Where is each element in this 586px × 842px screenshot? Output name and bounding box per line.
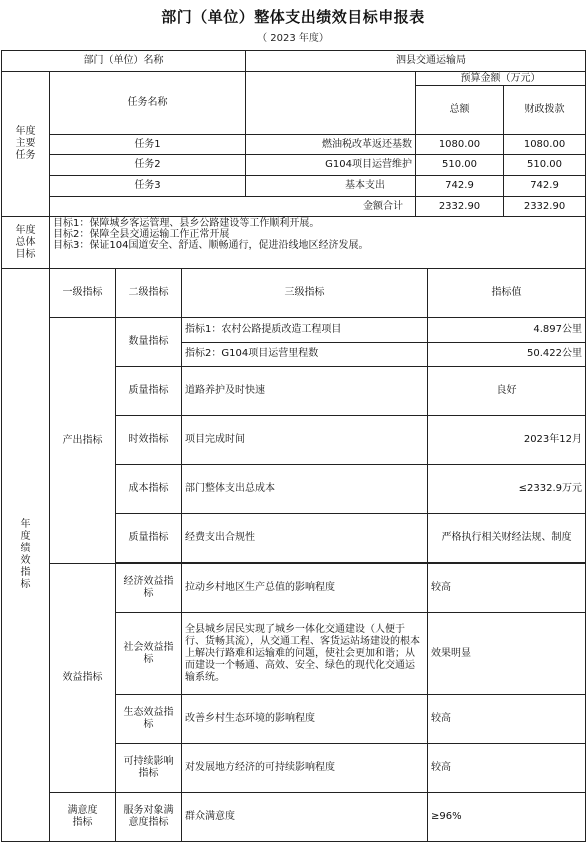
year-subtitle: （ 2023 年度） bbox=[257, 33, 329, 44]
level3-header: 三级指标 bbox=[182, 269, 428, 318]
annual-tasks-label: 年度 主要 任务 bbox=[2, 72, 50, 217]
eco-label: 生态效益指标 bbox=[116, 695, 182, 744]
social-text: 全县城乡居民实现了城乡一体化交通建设（人便于行、货畅其流），从交通工程、客货运站场建设的根本上解决行路难和运输难的问题，使社会更加和谐；从而建设一个畅通、高效、安全、绿色的现代化交通运输系统。 bbox=[182, 613, 428, 695]
quantity-label: 数量指标 bbox=[116, 318, 182, 367]
table-row bbox=[2, 793, 586, 842]
goal-item: 目标1：保障城乡客运管理、县乡公路建设等工作顺利开展。 bbox=[53, 218, 320, 229]
task-fiscal: 510.00 bbox=[504, 155, 586, 176]
task-total: 510.00 bbox=[416, 155, 504, 176]
service-label: 服务对象满意度指标 bbox=[116, 793, 182, 842]
q1-text: 指标1：农村公路提质改造工程项目 bbox=[182, 318, 428, 343]
table-row bbox=[2, 155, 586, 176]
task-fiscal: 742.9 bbox=[504, 176, 586, 197]
task-name: 任务2 bbox=[50, 155, 246, 176]
quality-value: 良好 bbox=[428, 367, 586, 416]
level1-header: 一级指标 bbox=[50, 269, 116, 318]
cost-label: 成本指标 bbox=[116, 465, 182, 514]
goal-item: 目标2：保障全县交通运输工作正常开展 bbox=[53, 229, 230, 240]
task-content: G104项目运营维护 bbox=[246, 155, 416, 176]
task-name-header: 任务名称 bbox=[50, 72, 246, 135]
service-text: 群众满意度 bbox=[182, 793, 428, 842]
sum-fiscal: 2332.90 bbox=[504, 197, 586, 217]
sustain-label: 可持续影响指标 bbox=[116, 744, 182, 793]
dept-name: 泗县交通运输局 bbox=[246, 51, 586, 72]
sustain-value: 较高 bbox=[428, 744, 586, 793]
service-value: ≥96% bbox=[428, 793, 586, 842]
budget-fiscal-header: 财政拨款 bbox=[504, 86, 586, 135]
sum-total: 2332.90 bbox=[416, 197, 504, 217]
task-name: 任务3 bbox=[50, 176, 246, 197]
satisfaction-label: 满意度 指标 bbox=[50, 793, 116, 842]
social-value: 效果明显 bbox=[428, 613, 586, 695]
goals-label: 年度 总体 目标 bbox=[2, 217, 50, 269]
level2-header: 二级指标 bbox=[116, 269, 182, 318]
time-value: 2023年12月 bbox=[428, 416, 586, 465]
time-text: 项目完成时间 bbox=[182, 416, 428, 465]
cost-text: 部门整体支出总成本 bbox=[182, 465, 428, 514]
table-row bbox=[2, 135, 586, 155]
econ-text: 拉动乡村地区生产总值的影响程度 bbox=[182, 564, 428, 613]
budget-header: 预算金额（万元） bbox=[416, 72, 586, 86]
task-total: 1080.00 bbox=[416, 135, 504, 155]
quality-text: 道路养护及时快速 bbox=[182, 367, 428, 416]
task-name: 任务1 bbox=[50, 135, 246, 155]
quality2-label: 质量指标 bbox=[116, 514, 182, 563]
quality2-text: 经费支出合规性 bbox=[182, 514, 428, 563]
q2-text: 指标2：G104项目运营里程数 bbox=[182, 342, 428, 367]
task-content: 基本支出 bbox=[246, 176, 416, 197]
dept-label: 部门（单位）名称 bbox=[2, 51, 246, 72]
econ-label: 经济效益指标 bbox=[116, 564, 182, 613]
social-label: 社会效益指标 bbox=[116, 613, 182, 695]
effect-label: 效益指标 bbox=[50, 564, 116, 793]
task-total: 742.9 bbox=[416, 176, 504, 197]
econ-value: 较高 bbox=[428, 564, 586, 613]
q2-value: 50.422公里 bbox=[428, 342, 586, 367]
goal-item: 目标3：保证104国道安全、舒适、顺畅通行，促进沿线地区经济发展。 bbox=[53, 240, 369, 251]
goals-content bbox=[50, 217, 586, 269]
eco-value: 较高 bbox=[428, 695, 586, 744]
perf-label: 年 度 绩 效 指 标 bbox=[2, 269, 50, 842]
quality-label: 质量指标 bbox=[116, 367, 182, 416]
output-label: 产出指标 bbox=[50, 318, 116, 564]
sum-label: 金额合计 bbox=[50, 197, 416, 217]
value-header: 指标值 bbox=[428, 269, 586, 318]
performance-table bbox=[1, 50, 586, 842]
table-row bbox=[2, 564, 586, 613]
task-fiscal: 1080.00 bbox=[504, 135, 586, 155]
time-label: 时效指标 bbox=[116, 416, 182, 465]
eco-text: 改善乡村生态环境的影响程度 bbox=[182, 695, 428, 744]
cost-value: ≤2332.9万元 bbox=[428, 465, 586, 514]
task-content-header bbox=[246, 72, 416, 135]
page-title: 部门（单位）整体支出绩效目标申报表 bbox=[161, 8, 425, 26]
budget-total-header: 总额 bbox=[416, 86, 504, 135]
table-row bbox=[2, 176, 586, 197]
sustain-text: 对发展地方经济的可持续影响程度 bbox=[182, 744, 428, 793]
table-row bbox=[2, 318, 586, 343]
task-content: 燃油税改革返还基数 bbox=[246, 135, 416, 155]
quality2-value: 严格执行相关财经法规、制度 bbox=[428, 514, 586, 563]
q1-value: 4.897公里 bbox=[428, 318, 586, 343]
